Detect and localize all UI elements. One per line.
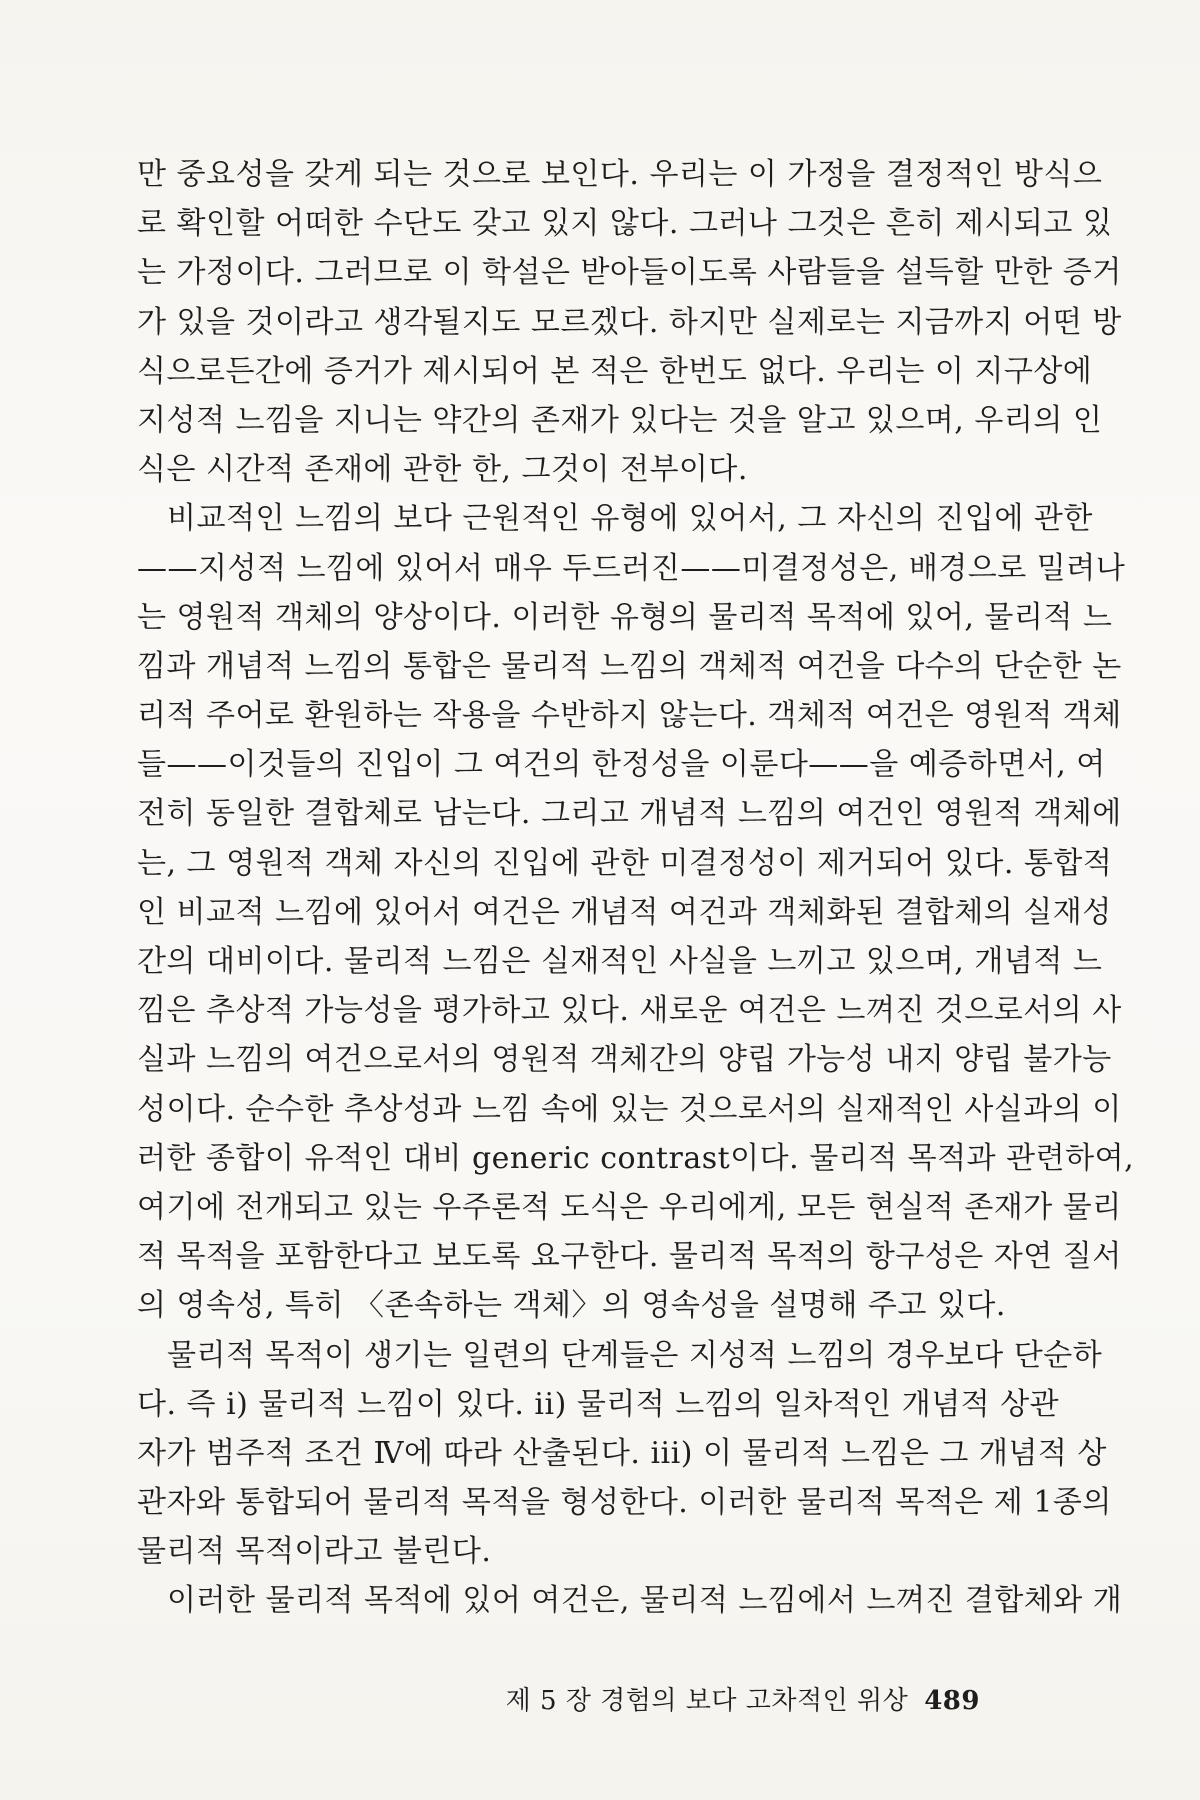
text-line: 는 가정이다. 그러므로 이 학설은 받아들이도록 사람들을 설득할 만한 증거 — [137, 255, 1122, 291]
text-line: 의 영속성, 특히 〈존속하는 객체〉의 영속성을 설명해 주고 있다. — [137, 1288, 1006, 1324]
page-number: 489 — [924, 1686, 980, 1716]
text-line: 낌은 추상적 가능성을 평가하고 있다. 새로운 여건은 느껴진 것으로서의 사 — [137, 993, 1122, 1029]
text-line: 는, 그 영원적 객체 자신의 진입에 관한 미결정성이 제거되어 있다. 통합적 — [137, 845, 1113, 881]
body-text — [137, 150, 1135, 1626]
text-line: ——지성적 느낌에 있어서 매우 두드러진——미결정성은, 배경으로 밀려나 — [137, 550, 1126, 586]
text-line: 가 있을 것이라고 생각될지도 모르겠다. 하지만 실제로는 지금까지 어떤 방 — [137, 304, 1122, 340]
text-line: 전히 동일한 결합체로 남는다. 그리고 개념적 느낌의 여건인 영원적 객체에 — [137, 796, 1122, 832]
paragraph-start-line: 비교적인 느낌의 보다 근원적인 유형에 있어서, 그 자신의 진입에 관한 — [167, 501, 1093, 537]
text-line: 성이다. 순수한 추상성과 느낌 속에 있는 것으로서의 실재적인 사실과의 이 — [137, 1091, 1122, 1127]
text-line: 만 중요성을 갖게 되는 것으로 보인다. 우리는 이 가정을 결정적인 방식으 — [137, 157, 1103, 192]
text-line: 물리적 목적이라고 불린다. — [137, 1534, 492, 1570]
text-line: 여기에 전개되고 있는 우주론적 도식은 우리에게, 모든 현실적 존재가 물리 — [137, 1189, 1122, 1225]
text-line: 리적 주어로 환원하는 작용을 수반하지 않는다. 객체적 여건은 영원적 객체 — [137, 698, 1122, 734]
text-line: 실과 느낌의 여건으로서의 영원적 객체간의 양립 가능성 내지 양립 불가능 — [137, 1042, 1112, 1078]
text-line: 관자와 통합되어 물리적 목적을 형성한다. 이러한 물리적 목적은 제 1종의 — [137, 1485, 1112, 1521]
text-line: 로 확인할 어떠한 수단도 갖고 있지 않다. 그러나 그것은 흔히 제시되고 있 — [137, 206, 1113, 242]
text-line: 들——이것들의 진입이 그 여건의 한정성을 이룬다——을 예증하면서, 여 — [137, 747, 1106, 783]
text-line: 지성적 느낌을 지니는 약간의 존재가 있다는 것을 알고 있으며, 우리의 인 — [137, 402, 1103, 438]
text-line: 자가 범주적 조건 Ⅳ에 따라 산출된다. iii) 이 물리적 느낌은 그 개념적 상 — [137, 1435, 1107, 1471]
text-line: 간의 대비이다. 물리적 느낌은 실재적인 사실을 느끼고 있으며, 개념적 느 — [137, 944, 1103, 979]
text-line: 식은 시간적 존재에 관한 한, 그것이 전부이다. — [137, 452, 748, 488]
text-line: 식으로든간에 증거가 제시되어 본 적은 한번도 없다. 우리는 이 지구상에 — [137, 353, 1093, 389]
paragraph-start-line: 물리적 목적이 생기는 일련의 단계들은 지성적 느낌의 경우보다 단순하 — [167, 1337, 1103, 1373]
running-head: 제 5 장 경험의 보다 고차적인 위상 — [505, 1686, 909, 1716]
text-line: 적 목적을 포함한다고 보도록 요구한다. 물리적 목적의 항구성은 자연 질서 — [137, 1239, 1122, 1275]
page-footer — [506, 1680, 980, 1717]
text-line: 인 비교적 느낌에 있어서 여건은 개념적 여건과 객체화된 결합체의 실재성 — [137, 894, 1112, 930]
text-line: 다. 즉 i) 물리적 느낌이 있다. ii) 물리적 느낌의 일차적인 개념적 상관 — [137, 1386, 1060, 1422]
text-line: 러한 종합이 유적인 대비 generic contrast이다. 물리적 목적과 관련하여, — [137, 1140, 1135, 1176]
text-line: 는 영원적 객체의 양상이다. 이러한 유형의 물리적 목적에 있어, 물리적 느 — [137, 599, 1113, 635]
paragraph-start-line: 이러한 물리적 목적에 있어 여건은, 물리적 느낌에서 느껴진 결합체와 개 — [167, 1583, 1123, 1619]
text-line: 낌과 개념적 느낌의 통합은 물리적 느낌의 객체적 여건을 다수의 단순한 논 — [137, 648, 1122, 684]
